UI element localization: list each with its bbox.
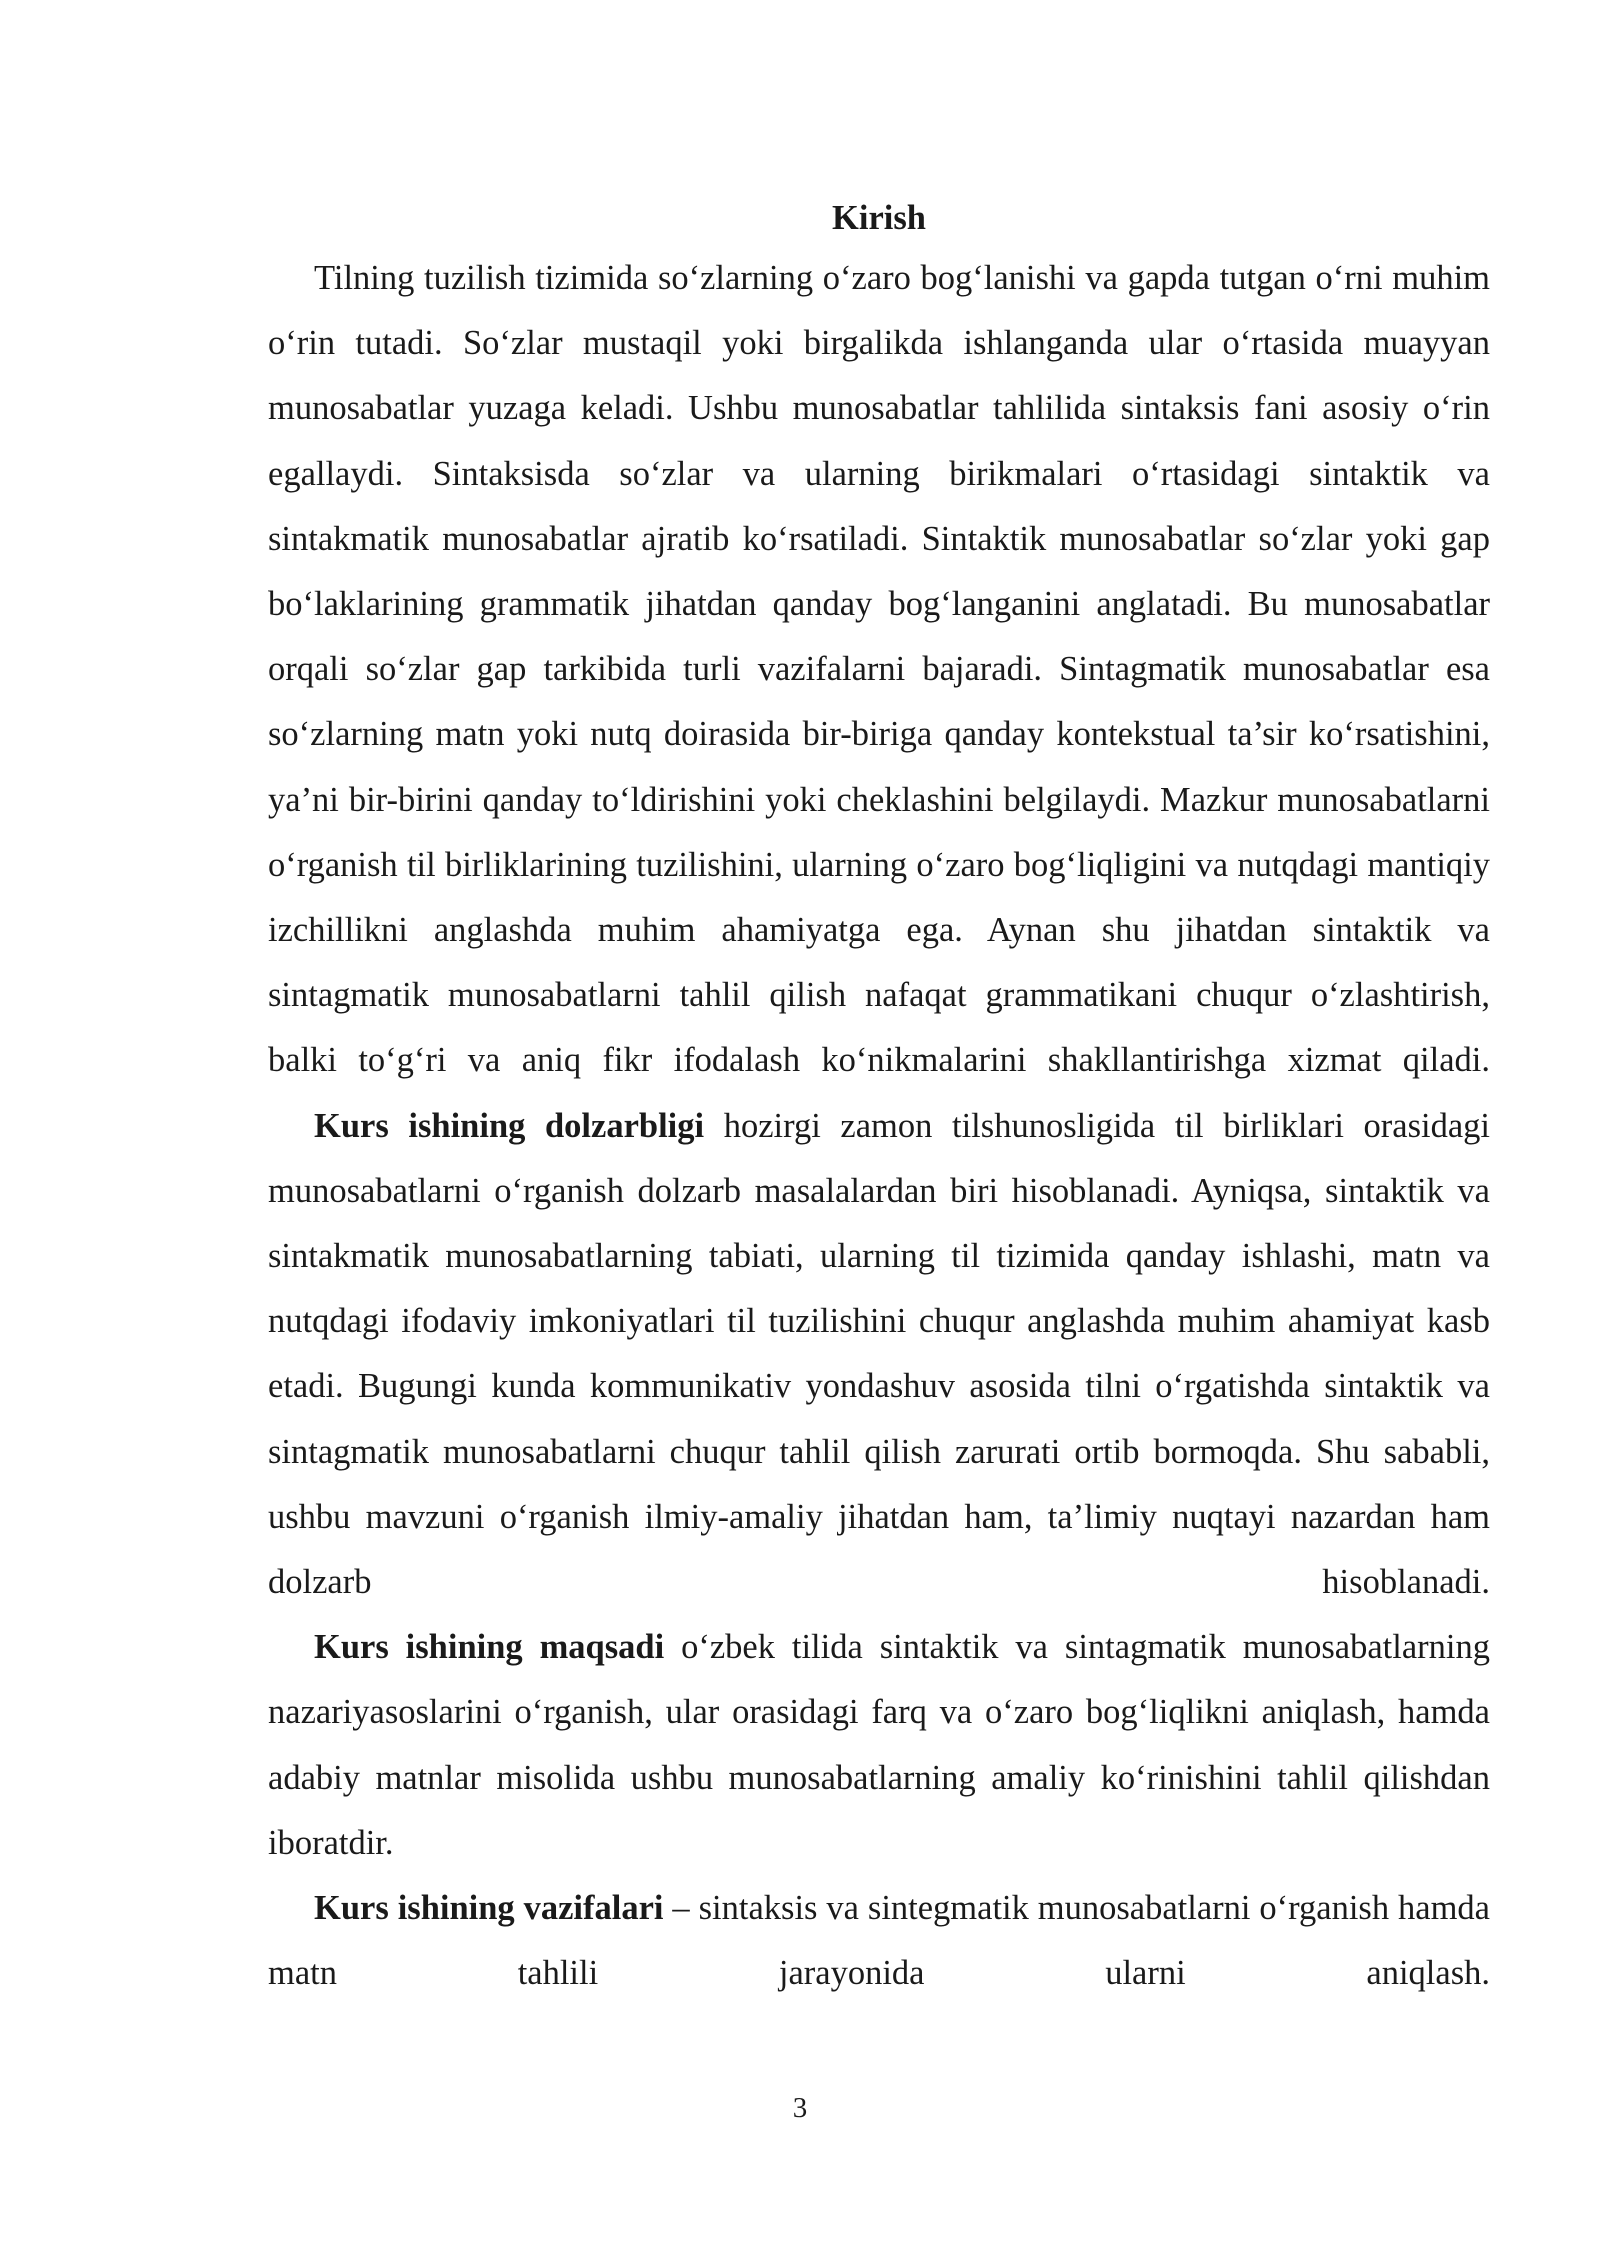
tasks-paragraph <box>268 1876 1490 2006</box>
goal-text: o‘zbek tilida sintaktik va sintagmatik munosabatlarning nazariyasoslarini o‘rganish, ular orasidagi farq va o‘zaro bog‘liqlikni aniqlash, hamda adabiy matnlar misolida ushbu munosabatlarning amaliy ko‘rinishini tahlil qilishdan iboratdir. <box>268 1628 1490 1862</box>
tasks-text: – sintaksis va sintegmatik munosabatlarni o‘rganish hamda matn tahlili jarayonida ularni aniqlash. <box>268 1889 1490 1993</box>
page-body <box>268 191 1490 2006</box>
intro-paragraph: Tilning tuzilish tizimida so‘zlarning o‘zaro bog‘lanishi va gapda tutgan o‘rni muhim o‘rin tutadi. So‘zlar mustaqil yoki birgalikda ishlanganda ular o‘rtasida muayyan munosabatlar yuzaga keladi. Ushbu munosabatlar tahlilida sintaksis fani asosiy o‘rin egallaydi. Sintaksisda so‘zlar va ularning birikmalari o‘rtasidagi sintaktik va sintakmatik munosabatlar ajratib ko‘rsatiladi. Sintaktik munosabatlar so‘zlar yoki gap bo‘laklarining grammatik jihatdan qanday bog‘langanini anglatadi. Bu munosabatlar orqali so‘zlar gap tarkibida turli vazifalarni bajaradi. Sintagmatik munosabatlar esa so‘zlarning matn yoki nutq doirasida bir-biriga qanday kontekstual ta’sir ko‘rsatishini, ya’ni bir-birini qanday to‘ldirishini yoki cheklashini belgilaydi. Mazkur munosabatlarni o‘rganish til birliklarining tuzilishini, ularning o‘zaro bog‘liqligini va nutqdagi mantiqiy izchillikni anglashda muhim ahamiyatga ega. Aynan shu jihatdan sintaktik va sintagmatik munosabatlarni tahlil qilish nafaqat grammatikani chuqur o‘zlashtirish, balki to‘g‘ri va aniq fikr ifodalash ko‘nikmalarini shakllantirishga xizmat qiladi. <box>268 259 1490 1080</box>
tasks-heading: Kurs ishining vazifalari <box>314 1889 664 1928</box>
section-title: Kirish <box>832 199 926 237</box>
page-number: 3 <box>792 2092 808 2124</box>
relevance-heading: Kurs ishining dolzarbligi <box>314 1106 705 1145</box>
goal-heading: Kurs ishining maqsadi <box>314 1628 665 1667</box>
goal-paragraph <box>268 1615 1490 1876</box>
relevance-paragraph <box>268 1094 1490 1616</box>
relevance-text: hozirgi zamon tilshunosligida til birliklari orasidagi munosabatlarni o‘rganish dolzarb masalalardan biri hisoblanadi. Ayniqsa, sintaktik va sintakmatik munosabatlarning tabiati, ularning til tizimida qanday ishlashi, matn va nutqdagi ifodaviy imkoniyatlari til tuzilishini chuqur anglashda muhim ahamiyat kasb etadi. Bugungi kunda kommunikativ yondashuv asosida tilni o‘rgatishda sintaktik va sintagmatik munosabatlarni chuqur tahlil qilish zarurati ortib bormoqda. Shu sababli, ushbu mavzuni o‘rganish ilmiy-amaliy jihatdan ham, ta’limiy nuqtayi nazardan ham dolzarb hisoblanadi. <box>268 1106 1490 1602</box>
